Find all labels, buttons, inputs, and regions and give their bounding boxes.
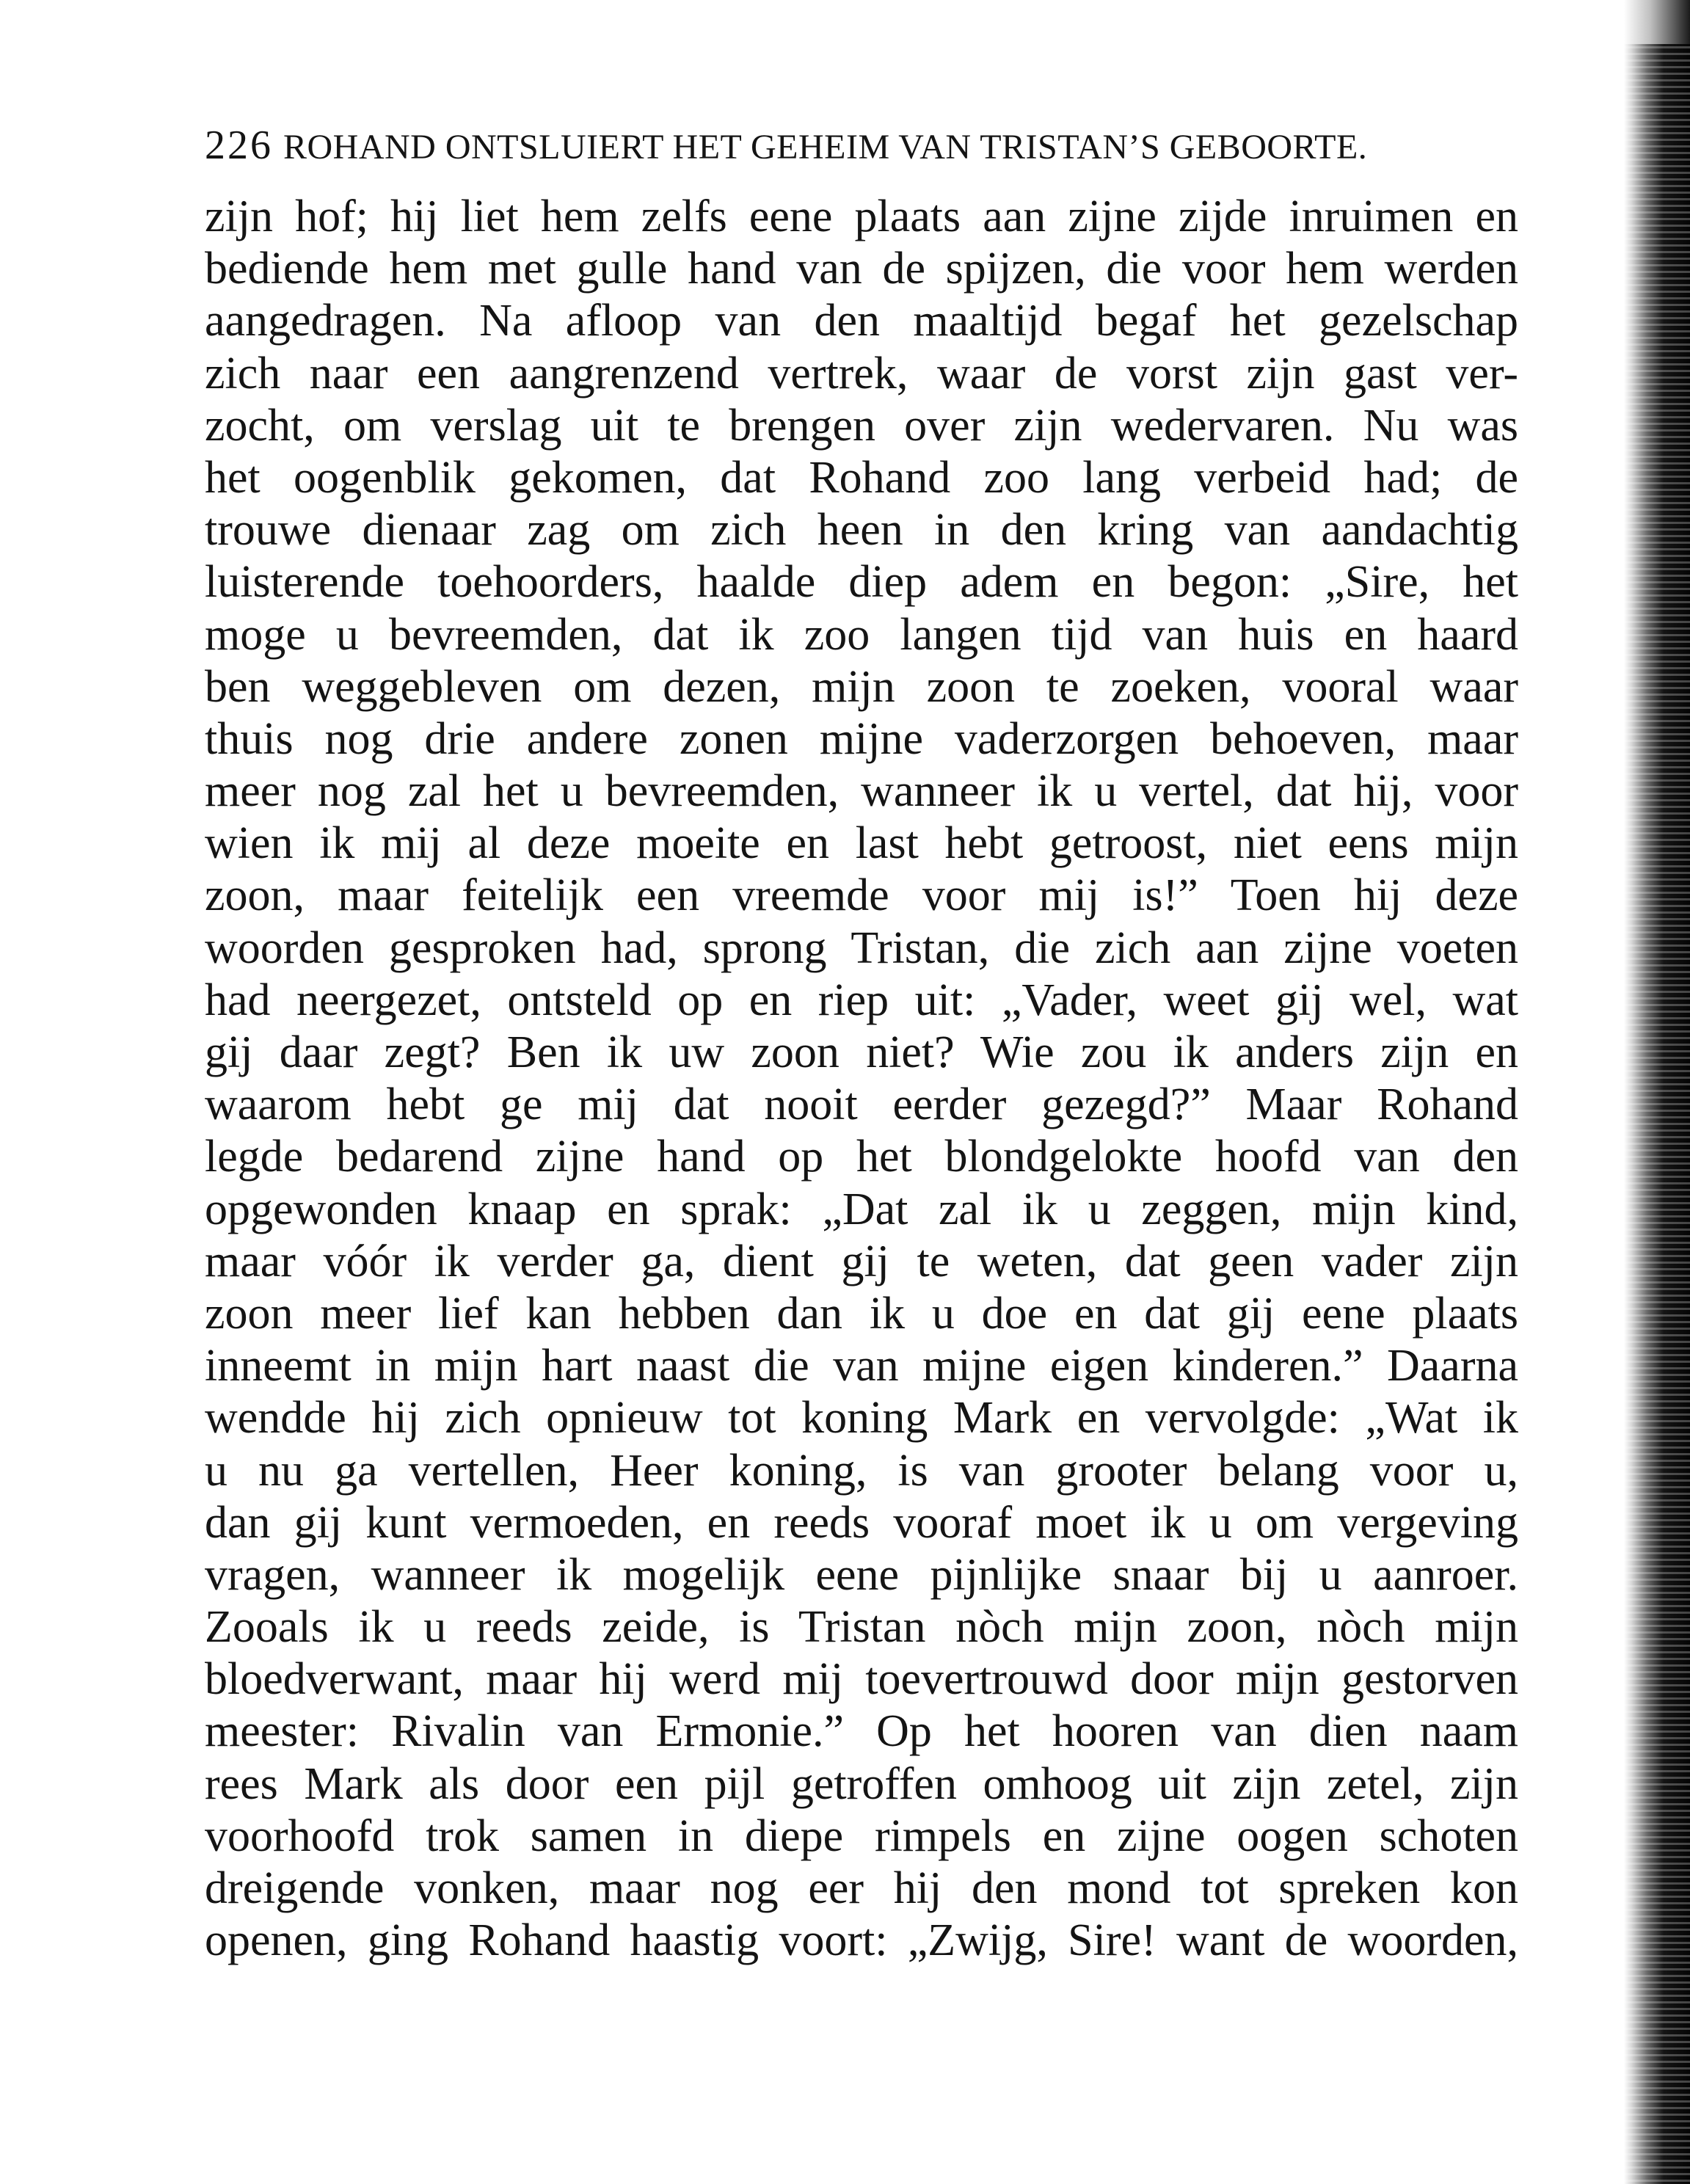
text-line: wien ik mij al deze moeite en last hebt getroost, niet eens mijn bbox=[205, 818, 1518, 869]
text-line: zoon, maar feitelijk een vreemde voor mij is!” Toen hij deze bbox=[205, 870, 1518, 921]
text-line: meester: Rivalin van Ermonie.” Op het hooren van dien naam bbox=[205, 1706, 1518, 1757]
text-line: opgewonden knaap en sprak: „Dat zal ik u zeggen, mijn kind, bbox=[205, 1184, 1518, 1234]
text-line: maar vóór ik verder ga, dient gij te weten, dat geen vader zijn bbox=[205, 1236, 1518, 1286]
text-line: inneemt in mijn hart naast die van mijne eigen kinderen.” Daarna bbox=[205, 1341, 1518, 1391]
text-line: aangedragen. Na afloop van den maaltijd begaf het gezelschap bbox=[205, 296, 1518, 346]
text-line: ben weggebleven om dezen, mijn zoon te zoeken, vooral waar bbox=[205, 661, 1518, 712]
text-line: zijn hof; hij liet hem zelfs eene plaats aan zijne zijde inruimen en bbox=[205, 192, 1518, 241]
running-title: ROHAND ONTSLUIERT HET GEHEIM VAN TRISTAN’S GEBOORTE. bbox=[283, 128, 1368, 167]
text-line: moge u bevreemden, dat ik zoo langen tijd van huis en haard bbox=[205, 609, 1518, 660]
text-line: gij daar zegt? Ben ik uw zoon niet? Wie zou ik anders zijn en bbox=[205, 1027, 1518, 1077]
text-line: voorhoofd trok samen in diepe rimpels en zijne oogen schoten bbox=[205, 1810, 1518, 1861]
body-text bbox=[205, 191, 1518, 1967]
text-line: legde bedarend zijne hand op het blondgelokte hoofd van den bbox=[205, 1132, 1518, 1182]
text-line: bediende hem met gulle hand van de spijzen, die voor hem werden bbox=[205, 244, 1518, 294]
text-line: waarom hebt ge mij dat nooit eerder gezegd?” Maar Rohand bbox=[205, 1080, 1518, 1130]
text-line: zoon meer lief kan hebben dan ik u doe en dat gij eene plaats bbox=[205, 1288, 1518, 1339]
text-line: vragen, wanneer ik mogelijk eene pijnlijke snaar bij u aanroer. bbox=[205, 1549, 1518, 1600]
text-line: u nu ga vertellen, Heer koning, is van grooter belang voor u, bbox=[205, 1445, 1518, 1496]
text-line: zich naar een aangrenzend vertrek, waar de vorst zijn gast ver- bbox=[205, 348, 1518, 398]
text-line: wendde hij zich opnieuw tot koning Mark en vervolgde: „Wat ik bbox=[205, 1393, 1518, 1444]
text-line: rees Mark als door een pijl getroffen omhoog uit zijn zetel, zijn bbox=[205, 1758, 1518, 1809]
page-number: 226 bbox=[205, 123, 273, 168]
text-line: zocht, om verslag uit te brengen over zijn wedervaren. Nu was bbox=[205, 400, 1518, 451]
text-line: dan gij kunt vermoeden, en reeds vooraf moet ik u om vergeving bbox=[205, 1497, 1518, 1548]
text-line: trouwe dienaar zag om zich heen in den kring van aandachtig bbox=[205, 505, 1518, 556]
text-line: thuis nog drie andere zonen mijne vaderzorgen behoeven, maar bbox=[205, 713, 1518, 764]
text-line: bloedverwant, maar hij werd mij toevertrouwd door mijn gestorven bbox=[205, 1654, 1518, 1705]
text-line: luisterende toehoorders, haalde diep adem en begon: „Sire, het bbox=[205, 557, 1518, 608]
text-line: Zooals ik u reeds zeide, is Tristan nòch mijn zoon, nòch mijn bbox=[205, 1602, 1518, 1653]
text-line: dreigende vonken, maar nog eer hij den mond tot spreken kon bbox=[205, 1863, 1518, 1913]
text-line: meer nog zal het u bevreemden, wanneer ik u vertel, dat hij, voor bbox=[205, 766, 1518, 817]
scanned-page-edge bbox=[1624, 0, 1690, 2184]
scanned-page-edge-top bbox=[1624, 0, 1690, 44]
text-line: woorden gesproken had, sprong Tristan, die zich aan zijne voeten bbox=[205, 922, 1518, 973]
text-line: het oogenblik gekomen, dat Rohand zoo lang verbeid had; de bbox=[205, 452, 1518, 503]
running-header bbox=[205, 123, 1518, 170]
text-line: openen, ging Rohand haastig voort: „Zwijg, Sire! want de woorden, bbox=[205, 1915, 1518, 1966]
text-line: had neergezet, ontsteld op en riep uit: „Vader, weet gij wel, wat bbox=[205, 975, 1518, 1025]
